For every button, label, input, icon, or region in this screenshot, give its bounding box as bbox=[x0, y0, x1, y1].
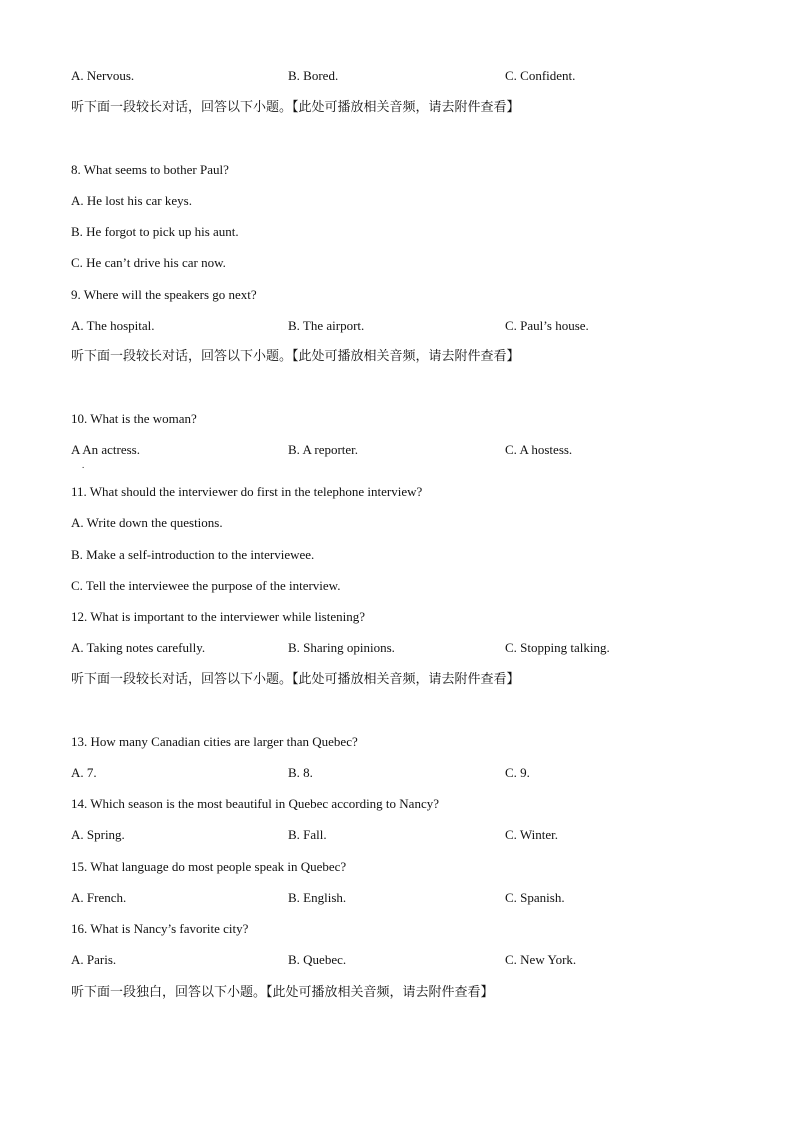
q8-option-b: B. He forgot to pick up his aunt. bbox=[71, 224, 239, 239]
question-13: 13. How many Canadian cities are larger than Quebec? bbox=[71, 734, 358, 749]
section-instruction: 听下面一段较长对话，回答以下小题。【此处可播放相关音频，请去附件查看】 bbox=[71, 672, 520, 687]
q7-option-b: B. Bored. bbox=[288, 68, 339, 83]
question-15: 15. What language do most people speak in Quebec? bbox=[71, 859, 347, 874]
q9-option-b: B. The airport. bbox=[288, 318, 365, 333]
q16-option-a: A. Paris. bbox=[71, 952, 117, 967]
question-14: 14. Which season is the most beautiful in Quebec according to Nancy? bbox=[71, 796, 439, 811]
question-16: 16. What is Nancy’s favorite city? bbox=[71, 921, 249, 936]
q12-option-a: A. Taking notes carefully. bbox=[71, 640, 206, 655]
q9-option-c: C. Paul’s house. bbox=[505, 318, 589, 333]
question-8: 8. What seems to bother Paul? bbox=[71, 162, 229, 177]
q14-option-c: C. Winter. bbox=[505, 827, 559, 842]
q12-option-b: B. Sharing opinions. bbox=[288, 640, 395, 655]
q8-option-a: A. He lost his car keys. bbox=[71, 193, 192, 208]
q10-option-c: C. A hostess. bbox=[505, 442, 573, 457]
q11-option-a: A. Write down the questions. bbox=[71, 515, 223, 530]
q13-option-b: B. 8. bbox=[288, 765, 313, 780]
q14-option-b: B. Fall. bbox=[288, 827, 327, 842]
q16-option-b: B. Quebec. bbox=[288, 952, 347, 967]
q16-option-c: C. New York. bbox=[505, 952, 577, 967]
question-9: 9. Where will the speakers go next? bbox=[71, 287, 257, 302]
q11-option-c: C. Tell the interviewee the purpose of the interview. bbox=[71, 578, 341, 593]
q11-option-b: B. Make a self-introduction to the interviewee. bbox=[71, 547, 315, 562]
q15-option-a: A. French. bbox=[71, 890, 127, 905]
q7-option-a: A. Nervous. bbox=[71, 68, 135, 83]
q12-option-c: C. Stopping talking. bbox=[505, 640, 610, 655]
q8-option-c: C. He can’t drive his car now. bbox=[71, 255, 226, 270]
q13-option-c: C. 9. bbox=[505, 765, 530, 780]
stray-mark: . bbox=[82, 460, 85, 470]
q15-option-c: C. Spanish. bbox=[505, 890, 565, 905]
q10-option-b: B. A reporter. bbox=[288, 442, 359, 457]
section-instruction: 听下面一段较长对话，回答以下小题。【此处可播放相关音频，请去附件查看】 bbox=[71, 100, 520, 115]
question-12: 12. What is important to the interviewer while listening? bbox=[71, 609, 365, 624]
q13-option-a: A. 7. bbox=[71, 765, 97, 780]
q7-option-c: C. Confident. bbox=[505, 68, 576, 83]
section-instruction: 听下面一段较长对话，回答以下小题。【此处可播放相关音频，请去附件查看】 bbox=[71, 349, 520, 364]
question-10: 10. What is the woman? bbox=[71, 411, 197, 426]
q14-option-a: A. Spring. bbox=[71, 827, 125, 842]
q9-option-a: A. The hospital. bbox=[71, 318, 155, 333]
q10-option-a: A An actress. bbox=[71, 442, 140, 457]
question-11: 11. What should the interviewer do first in the telephone interview? bbox=[71, 484, 423, 499]
section-instruction: 听下面一段独白，回答以下小题。【此处可播放相关音频，请去附件查看】 bbox=[71, 985, 494, 1000]
q15-option-b: B. English. bbox=[288, 890, 347, 905]
